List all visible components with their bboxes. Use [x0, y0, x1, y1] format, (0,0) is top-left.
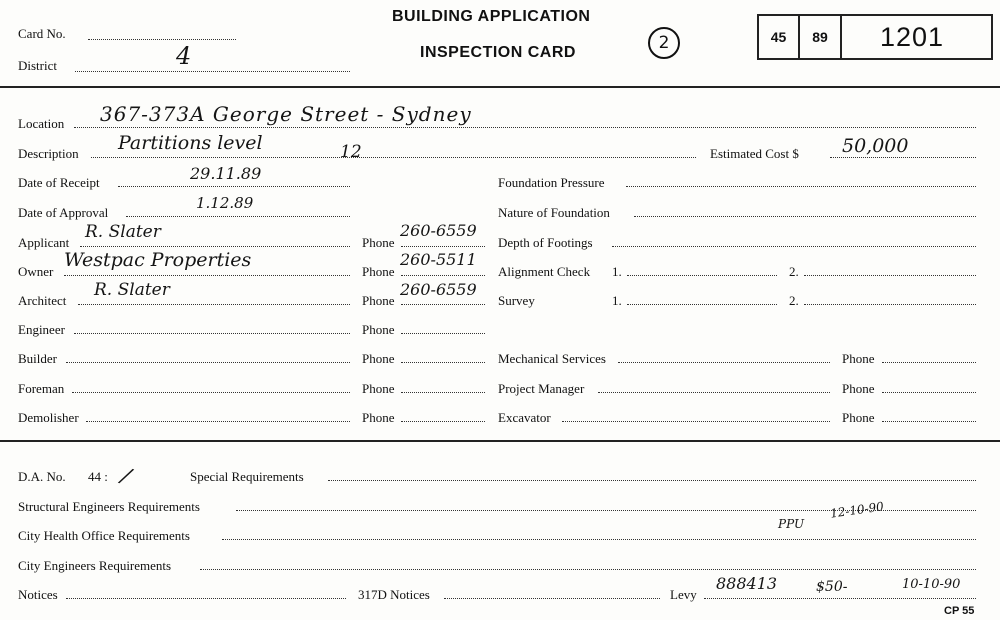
da-no-label: D.A. No.: [18, 469, 66, 484]
location-line: [74, 127, 976, 128]
circled-number: 2: [648, 27, 680, 59]
excavator-phone-line: [882, 421, 976, 422]
architect-phone-line: [401, 304, 485, 305]
city-eng-label: City Engineers Requirements: [18, 558, 172, 573]
excavator-label: Excavator: [498, 410, 551, 425]
date-receipt-line: [118, 186, 350, 187]
nature-foundation-line: [634, 216, 976, 217]
health-line: [222, 539, 976, 540]
project-manager-phone-label: Phone: [842, 381, 875, 396]
applicant-line: [80, 246, 350, 247]
owner-label: Owner: [18, 264, 54, 279]
mechanical-phone-label: Phone: [842, 351, 875, 366]
demolisher-phone-label: Phone: [362, 410, 395, 425]
date-approval-label: Date of Approval: [18, 205, 109, 220]
mechanical-line: [618, 362, 830, 363]
description-level: 12: [340, 142, 362, 162]
date-approval-value: 1.12.89: [196, 194, 254, 212]
alignment-2-line: [804, 275, 976, 276]
depth-footings-label: Depth of Footings: [498, 235, 593, 250]
builder-phone-label: Phone: [362, 351, 395, 366]
special-req-label: Special Requirements: [190, 469, 304, 484]
notices-317d-label: 317D Notices: [358, 587, 430, 602]
engineer-phone-line: [401, 333, 485, 334]
middle-rule: [0, 440, 1000, 442]
engineer-line: [74, 333, 350, 334]
applicant-phone-line: [401, 246, 485, 247]
estimated-cost-label: Estimated Cost $: [710, 146, 799, 161]
demolisher-line: [86, 421, 350, 422]
location-label: Location: [18, 116, 65, 131]
levy-date: 10-10-90: [902, 577, 961, 592]
demolisher-label: Demolisher: [18, 410, 79, 425]
structural-label: Structural Engineers Requirements: [18, 499, 200, 514]
da-no-value: 44 :: [88, 469, 108, 484]
levy-label: Levy: [670, 587, 697, 602]
notices-317d-line: [444, 598, 660, 599]
notices-label: Notices: [18, 587, 58, 602]
builder-phone-line: [401, 362, 485, 363]
header-rule: [0, 86, 1000, 88]
survey-1-label: 1.: [612, 293, 622, 308]
survey-1-line: [627, 304, 777, 305]
box-code-1: 45: [770, 29, 787, 45]
foundation-pressure-label: Foundation Pressure: [498, 175, 605, 190]
levy-amount: $50-: [816, 579, 848, 595]
owner-phone-line: [401, 275, 485, 276]
health-label: City Health Office Requirements: [18, 528, 190, 543]
date-approval-line: [126, 216, 350, 217]
owner-phone-label: Phone: [362, 264, 395, 279]
demolisher-phone-line: [401, 421, 485, 422]
description-line: [91, 157, 696, 158]
da-check-mark: /: [118, 463, 134, 490]
survey-label: Survey: [498, 293, 535, 308]
ppu-date: 12-10-90: [829, 499, 885, 521]
card-number: 1201: [879, 21, 945, 52]
description-value: Partitions level: [118, 132, 263, 154]
description-label: Description: [18, 146, 79, 161]
card-no-line: [88, 39, 236, 40]
survey-2-line: [804, 304, 976, 305]
depth-footings-line: [612, 246, 976, 247]
box-code-2: 89: [812, 29, 828, 45]
owner-line: [64, 275, 350, 276]
title-line-2: INSPECTION CARD: [420, 44, 576, 61]
engineer-label: Engineer: [18, 322, 65, 337]
foreman-line: [72, 392, 350, 393]
alignment-2-label: 2.: [789, 264, 799, 279]
builder-line: [66, 362, 350, 363]
district-label: District: [18, 58, 57, 73]
levy-line: [704, 598, 976, 599]
engineer-phone-label: Phone: [362, 322, 395, 337]
foundation-pressure-line: [626, 186, 976, 187]
survey-2-label: 2.: [789, 293, 799, 308]
architect-label: Architect: [18, 293, 67, 308]
card-no-label: Card No.: [18, 26, 66, 41]
builder-label: Builder: [18, 351, 57, 366]
district-line: [75, 71, 350, 72]
excavator-line: [562, 421, 830, 422]
project-manager-line: [598, 392, 830, 393]
ppu-note: PPU: [778, 517, 805, 531]
excavator-phone-label: Phone: [842, 410, 875, 425]
title-line-1: BUILDING APPLICATION: [392, 8, 591, 25]
estimated-cost-line: [830, 157, 976, 158]
applicant-phone-label: Phone: [362, 235, 395, 250]
special-req-line: [328, 480, 976, 481]
owner-value: Westpac Properties: [64, 249, 252, 271]
alignment-1-line: [627, 275, 777, 276]
foreman-label: Foreman: [18, 381, 65, 396]
applicant-value: R. Slater: [85, 222, 161, 242]
alignment-check-label: Alignment Check: [498, 264, 591, 279]
levy-value: 888413: [716, 574, 778, 593]
mechanical-phone-line: [882, 362, 976, 363]
project-manager-phone-line: [882, 392, 976, 393]
estimated-cost-value: 50,000: [842, 135, 909, 157]
applicant-label: Applicant: [18, 235, 70, 250]
nature-foundation-label: Nature of Foundation: [498, 205, 610, 220]
project-manager-label: Project Manager: [498, 381, 585, 396]
alignment-1-label: 1.: [612, 264, 622, 279]
applicant-phone-value: 260-6559: [400, 221, 477, 240]
date-receipt-label: Date of Receipt: [18, 175, 100, 190]
architect-value: R. Slater: [94, 280, 170, 300]
architect-phone-label: Phone: [362, 293, 395, 308]
location-value: 367-373A George Street - Sydney: [100, 102, 472, 126]
owner-phone-value: 260-5511: [400, 250, 477, 269]
mechanical-label: Mechanical Services: [498, 351, 606, 366]
city-eng-line: [200, 569, 976, 570]
notices-line: [66, 598, 346, 599]
foreman-phone-line: [401, 392, 485, 393]
architect-line: [78, 304, 350, 305]
architect-phone-value: 260-6559: [400, 280, 477, 299]
district-value: 4: [176, 42, 192, 70]
foreman-phone-label: Phone: [362, 381, 395, 396]
form-code: CP 55: [944, 605, 975, 617]
date-receipt-value: 29.11.89: [190, 164, 262, 183]
